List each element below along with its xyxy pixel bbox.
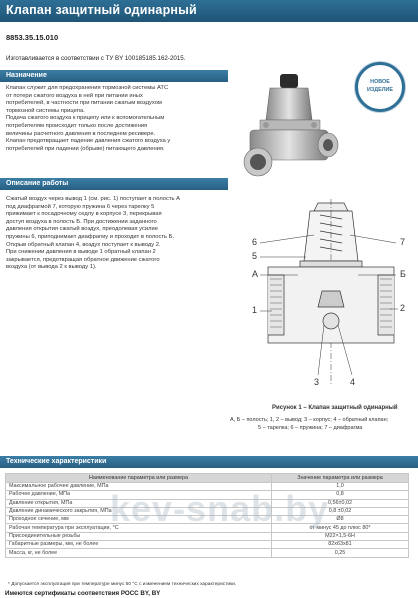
operation-line: пружины 6, приподнимает диафрагму и проходит в полость Б. [6, 233, 175, 240]
title-bar [0, 0, 418, 22]
page-title: Клапан защитный одинарный [6, 3, 197, 17]
section-purpose [0, 70, 228, 82]
fig-label-3: 3 [314, 377, 320, 387]
spec-value: 0,8 ±0,02 [272, 507, 409, 515]
operation-text [6, 196, 236, 272]
purpose-line: потребителей, в частности при питании сжатым воздухом [6, 100, 162, 107]
fig-label-5: 5 [252, 251, 258, 261]
table-row [6, 532, 409, 540]
spec-value: M22×1,5-6H [272, 532, 409, 540]
spec-value: от минус 45 до плюс 80* [272, 524, 409, 532]
certificate-text: Имеются сертификаты соответствия РОСС BY, BY [5, 590, 161, 597]
operation-line: под диафрагмой 7, которую пружина 6 через тарелку 5 [6, 203, 155, 210]
tu-text: Изготавливается в соответствии с ТУ BY 100185185.162-2015. [6, 55, 186, 62]
spec-name: Присоединительные резьбы [6, 532, 272, 540]
fig-label-2: 2 [400, 303, 406, 313]
section-specs-title: Технические характеристики [6, 458, 107, 465]
operation-line: воздуха (от вывода 2 к выводу 1). [6, 264, 97, 271]
table-header-value: Значение параметра или размера [272, 474, 409, 483]
spec-value: 0,8 [272, 491, 409, 499]
fig-label-1: 1 [252, 305, 258, 315]
spec-value: 0,56±0,02 [272, 499, 409, 507]
fig-label-4: 4 [350, 377, 356, 387]
operation-line: закрывается, предотвращая обратное движение сжатого [6, 256, 160, 263]
purpose-line: тормозной системы прицепа. [6, 107, 85, 114]
spec-name: Рабочее давление, МПа [6, 491, 272, 499]
section-purpose-title: Назначение [6, 72, 47, 79]
section-operation-title: Описание работы [6, 180, 69, 187]
operation-line: Открыв обратный клапан 4, воздух поступает к выводу 2. [6, 241, 161, 248]
fig-label-6: 6 [252, 237, 258, 247]
spec-name: Масса, кг, не более [6, 549, 272, 557]
product-code: 8853.35.15.010 [6, 33, 59, 42]
purpose-line: величины расчетного давления в последнем ресивере. [6, 130, 156, 137]
spec-name: Максимальное рабочее давление, МПа [6, 483, 272, 491]
spec-name: Проходное сечение, мм [6, 516, 272, 524]
table-row [6, 549, 409, 557]
section-operation [0, 178, 228, 190]
purpose-line: потребителей при падении (обрыве) питающего давления. [6, 145, 165, 152]
spec-value: 82х63х81 [272, 541, 409, 549]
spec-value: 0,25 [272, 549, 409, 557]
purpose-line: от потери сжатого воздуха в ней при питании иных [6, 92, 143, 99]
operation-line: При снижении давления в выводе 1 обратный клапан 2 [6, 249, 156, 256]
spec-name: Давление открытия, МПа [6, 499, 272, 507]
product-photo [240, 70, 350, 185]
fig-label-7: 7 [400, 237, 406, 247]
table-header-row [6, 474, 409, 483]
table-header-name: Наименование параметра или размера [6, 474, 272, 483]
operation-line: прижимает к посадочному седлу в корпусе 3, перекрывая [6, 211, 162, 218]
spec-name: Давление динамического закрытия, МПа [6, 507, 272, 515]
figure-caption-line1: А, Б – полость; 1, 2 – вывод; 3 – корпус; 4 – обратный клапан; [230, 417, 389, 423]
purpose-line: потребителям происходит только после достижения [6, 122, 148, 129]
cross-section-drawing [240, 195, 418, 395]
purpose-line: Клапан предотвращает падение давления сжатого воздуха у [6, 138, 171, 145]
purpose-line: Клапан служит для предохранения тормозной системы АТС [6, 85, 169, 91]
badge-line1: НОВОЕ [370, 79, 390, 85]
table-row [6, 541, 409, 549]
purpose-text [6, 85, 236, 153]
fig-label-a: А [252, 269, 259, 279]
spec-value: 1,0 [272, 483, 409, 491]
spec-name: Рабочая температура при эксплуатации, °С [6, 524, 272, 532]
new-product-badge [355, 62, 405, 112]
operation-line: доступ воздуха в полость Б. При достижении заданного [6, 218, 157, 225]
watermark: kev-snab.by [110, 488, 330, 529]
operation-line: Сжатый воздух через вывод 1 (см. рис. 1) поступает в полость А [6, 196, 181, 202]
spec-value: Ø8 [272, 516, 409, 524]
figure-caption-line2: 5 – тарелка; 6 – пружина; 7 – диафрагма [258, 425, 363, 431]
badge-line2: ИЗДЕЛИЕ [367, 87, 393, 93]
fig-label-b: Б [400, 269, 406, 279]
operation-line: давления открытия сжатый воздух, преодолевая усилие [6, 226, 158, 233]
specs-footnote: * Допускается эксплуатация при температуре минус 50 °С с изменением технических характеристики. [8, 582, 237, 587]
figure-caption-title: Рисунок 1 – Клапан защитный одинарный [272, 405, 398, 411]
purpose-line: Подача сжатого воздуха к прицепу или к вспомогательным [6, 115, 165, 122]
section-specs [0, 456, 418, 468]
spec-name: Габаритные размеры, мм, не более [6, 541, 272, 549]
